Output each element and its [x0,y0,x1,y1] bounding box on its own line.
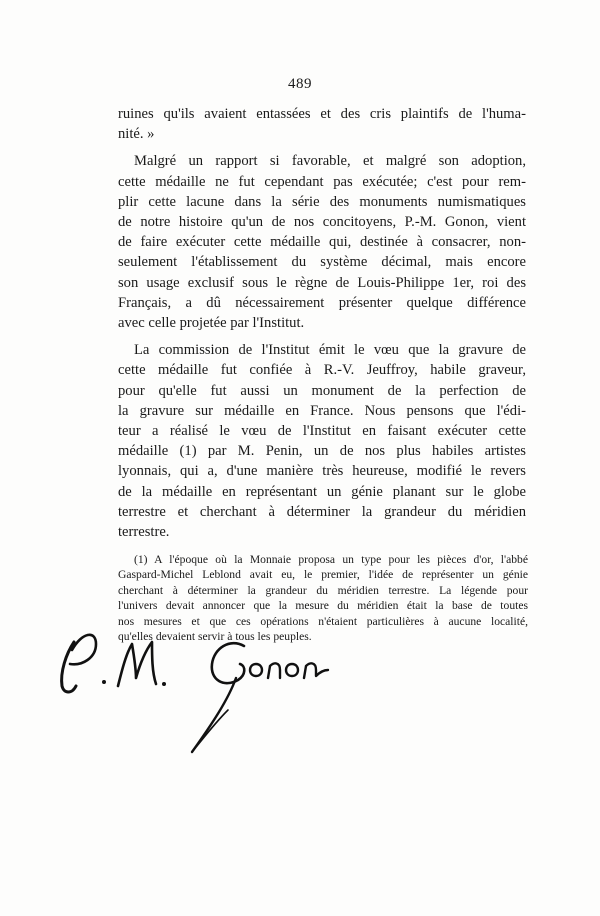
text-line: seulement l'établissement du système décimal, mais encore [118,254,526,271]
text-line: avec celle projetée par l'Institut. [118,315,305,332]
text-line: cette médaille ne fut cependant pas exécutée; c'est pour rem- [118,173,526,190]
footnote-line: cherchant à déterminer la grandeur du méridien terrestre. La légende pour [118,583,528,597]
text-line: Malgré un rapport si favorable, et malgré son adoption, [134,153,526,170]
text-line: de notre histoire qu'un de nos concitoyens, P.-M. Gonon, vient [118,214,526,231]
text-line: terrestre. [118,524,170,541]
footnote-line: (1) A l'époque où la Monnaie proposa un type pour les pièces d'or, l'abbé [134,553,528,566]
text-line: Français, a dû nécessairement présenter quelque différence [118,294,526,311]
text-line: nité. » [118,126,155,143]
body-text [118,104,526,549]
paragraph-3 [118,340,526,542]
text-line: cette médaille fut confiée à R.-V. Jeuffroy, habile graveur, [118,362,526,379]
footnote-line: l'univers devait annoncer que la mesure du méridien était la base de toutes [118,599,528,613]
paragraph-1 [118,104,526,144]
text-line: la gravure sur médaille en France. Nous pensons que l'édi- [118,402,526,419]
page-number: 489 [288,76,312,92]
text-line: ruines qu'ils avaient entassées et des cris plaintifs de l'huma- [118,106,526,122]
text-line: de la médaille en représentant un génie planant sur le globe [118,483,526,500]
text-line: son usage exclusif sous le règne de Louis-Philippe 1er, roi des [118,274,526,291]
text-line: lyonnais, qui a, d'une manière très heureuse, modifié le revers [118,463,526,480]
paragraph-2 [118,151,526,333]
footnote-line: Gaspard-Michel Leblond avait eu, le premier, l'idée de représenter un génie [118,568,528,582]
footnote-line: qu'elles devaient servir à tous les peuples. [118,630,312,644]
footnote-line: nos mesures et que ces opérations n'étaient particulières à aucune localité, [118,614,528,628]
text-line: terrestre et cherchant à déterminer la grandeur du méridien [118,503,526,520]
text-line: de faire exécuter cette médaille qui, destinée à consacrer, non- [118,234,526,251]
text-line: pour qu'elle fut aussi un monument de la perfection de [118,382,526,399]
text-line: teur a réalisé le vœu de l'Institut en faisant exécuter cette [118,423,526,440]
handwritten-signature [52,620,372,770]
text-line: médaille (1) par M. Penin, un de nos plus habiles artistes [118,443,526,460]
text-line: La commission de l'Institut émit le vœu que la gravure de [134,342,526,359]
text-line: plir cette lacune dans la série des monuments numismatiques [118,193,526,210]
